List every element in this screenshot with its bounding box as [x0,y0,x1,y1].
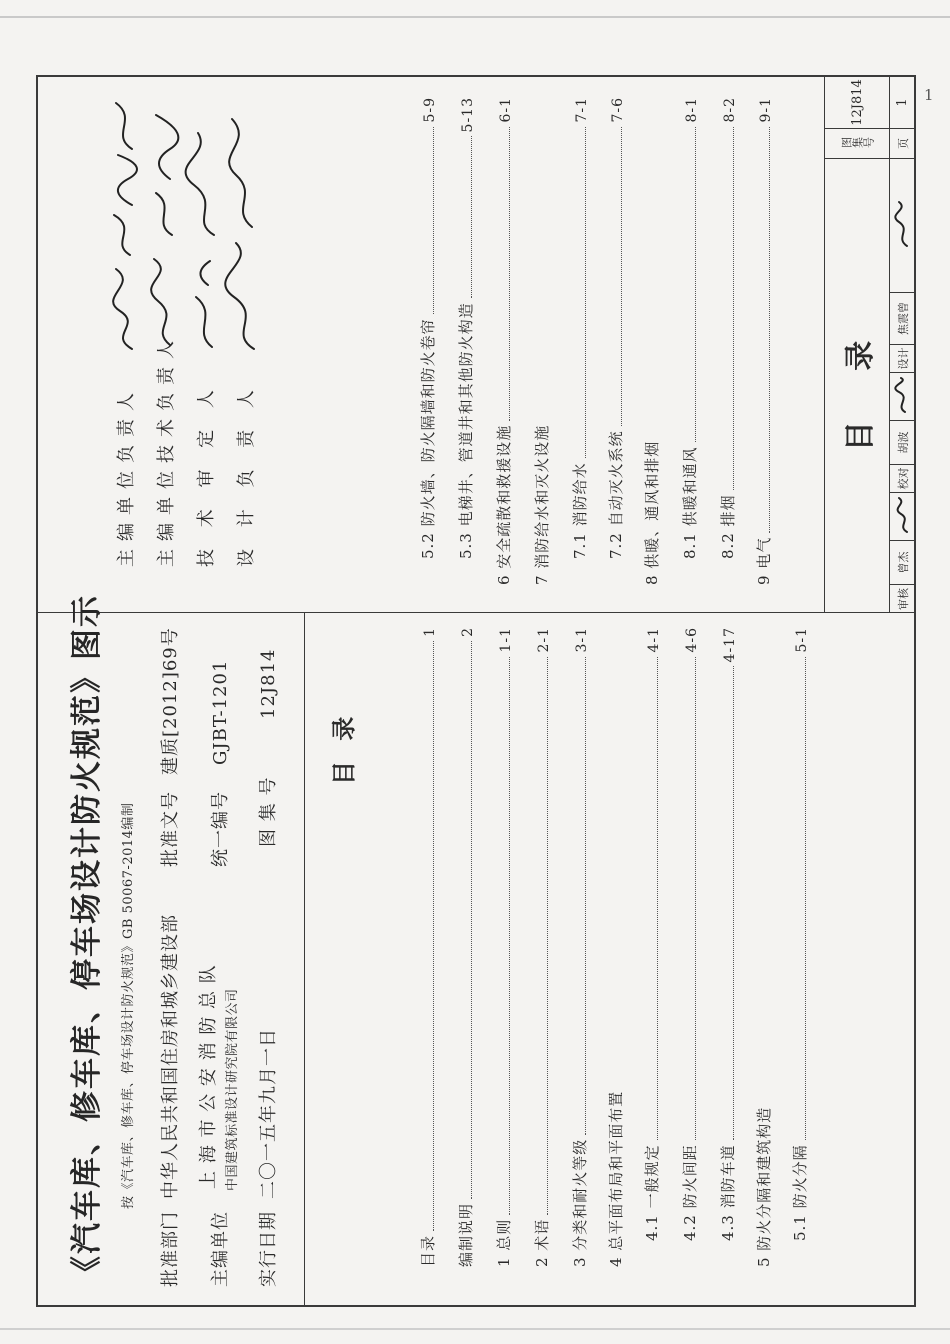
title-block-page-label: 页 [890,129,915,159]
editor-label: 主编单位 [210,1211,231,1287]
title-block-design-sign [890,159,915,293]
toc-item[interactable]: 1 总则 1-1 [495,627,514,1267]
resp-role-reviewer: 技 术 审 定 人 [196,382,217,567]
toc-item[interactable]: 2 术语 2-1 [533,627,552,1267]
signature-design-lead [222,85,266,355]
toc-item[interactable]: 7 消防给水和灭火设施 [533,424,551,585]
reviewer-signature-mark [893,497,913,537]
checker-signature-mark [893,377,913,417]
toc-item[interactable]: 5.3 电梯井、管道井和其他防火构造 5-13 [457,97,476,559]
toc-item[interactable]: 4 总平面布局和平面布置 [607,1090,625,1267]
title-block-check-name: 胡波 [890,421,915,465]
toc-item[interactable]: 4.1 一般规定 4-1 [643,627,662,1241]
signature-tech-lead [142,85,186,355]
toc-item[interactable]: 8.2 排烟 8-2 [719,97,738,559]
approval-doc-label: 批准文号 [160,791,181,867]
signature-reviewer [182,85,226,355]
toc-item[interactable]: 目录 1 [419,627,438,1267]
toc-item[interactable]: 8 供暖、通风和排烟 [643,440,661,585]
effective-date-label: 实行日期 [258,1211,279,1287]
editor-value-2: 中国建筑标准设计研究院有限公司 [225,988,240,1191]
toc-item[interactable]: 8.1 供暖和通风 8-1 [681,97,700,559]
title-block-atlas-value: 12J814 [825,77,889,129]
title-block-sign-row [890,77,915,613]
editor-value-1: 上 海 市 公 安 消 防 总 队 [198,964,219,1189]
page-number: 1 [924,86,934,104]
toc-item[interactable]: 3 分类和耐火等级 3-1 [571,627,590,1267]
approval-dept-value: 中华人民共和国住房和城乡建设部 [160,914,181,1199]
title-block [824,77,914,613]
toc-item[interactable]: 5.1 防火分隔 5-1 [791,627,810,1241]
toc-item[interactable]: 9 电气 9-1 [755,97,774,585]
title-block-check-label: 校对 [890,465,915,493]
title-block-check-sign [890,373,915,421]
title-block-atlas-label: 图集号 [825,129,889,159]
title-block-review-name: 曾杰 [890,541,915,585]
approval-doc-value: 建质[2012]69号 [160,627,181,775]
approval-dept-label: 批准部门 [160,1211,181,1287]
signature-chief-editor [102,85,146,355]
resp-role-tech-lead: 主编单位技术负责人 [156,333,177,567]
scan-top-edge [0,16,950,18]
rotated-sheet-content [38,77,914,1305]
atlas-subtitle: 按《汽车库、修车库、停车场设计防火规范》GB 50067-2014编制 [121,802,136,1209]
resp-role-chief-editor: 主编单位负责人 [116,385,137,567]
scan-bottom-edge [0,1328,950,1330]
effective-date-value: 二〇一五年九月一日 [258,1028,279,1199]
title-block-review-sign [890,493,915,541]
drawing-sheet [36,75,916,1307]
title-block-design-name: 焦震曾 [890,293,915,345]
toc-item[interactable]: 编制说明 2 [457,627,476,1267]
toc-item[interactable]: 5 防火分隔和建筑构造 [755,1106,773,1267]
toc-item[interactable]: 4.2 防火间距 4-6 [681,627,700,1241]
atlas-title: 《汽车库、修车库、停车场设计防火规范》图示 [69,594,105,1287]
unified-no-label: 统一编号 [210,791,231,867]
toc-item[interactable]: 7.1 消防给水 7-1 [571,97,590,559]
toc-item[interactable]: 5.2 防火墙、防火隔墙和防火卷帘 5-9 [419,97,438,559]
panel-divider [38,612,914,613]
toc-heading: 目 录 [329,710,358,785]
atlas-number-value: 12J814 [258,648,279,719]
unified-no-value: GJBT-1201 [210,659,231,765]
toc-item[interactable]: 4.3 消防车道 4-17 [719,627,738,1241]
resp-role-design-lead: 设 计 负 责 人 [236,382,257,567]
title-block-design-label: 设计 [890,345,915,373]
title-block-main-row [825,77,889,613]
designer-signature-mark [893,201,913,251]
title-block-title: 目 录 [843,320,878,452]
cover-divider [304,613,305,1305]
title-block-page-value: 1 [890,77,915,129]
toc-item[interactable]: 7.2 自动灭火系统 7-6 [607,97,626,559]
toc-item[interactable]: 6 安全疏散和救援设施 6-1 [495,97,514,585]
title-block-review-label: 审核 [896,588,910,610]
atlas-number-label: 图 集 号 [258,776,279,847]
